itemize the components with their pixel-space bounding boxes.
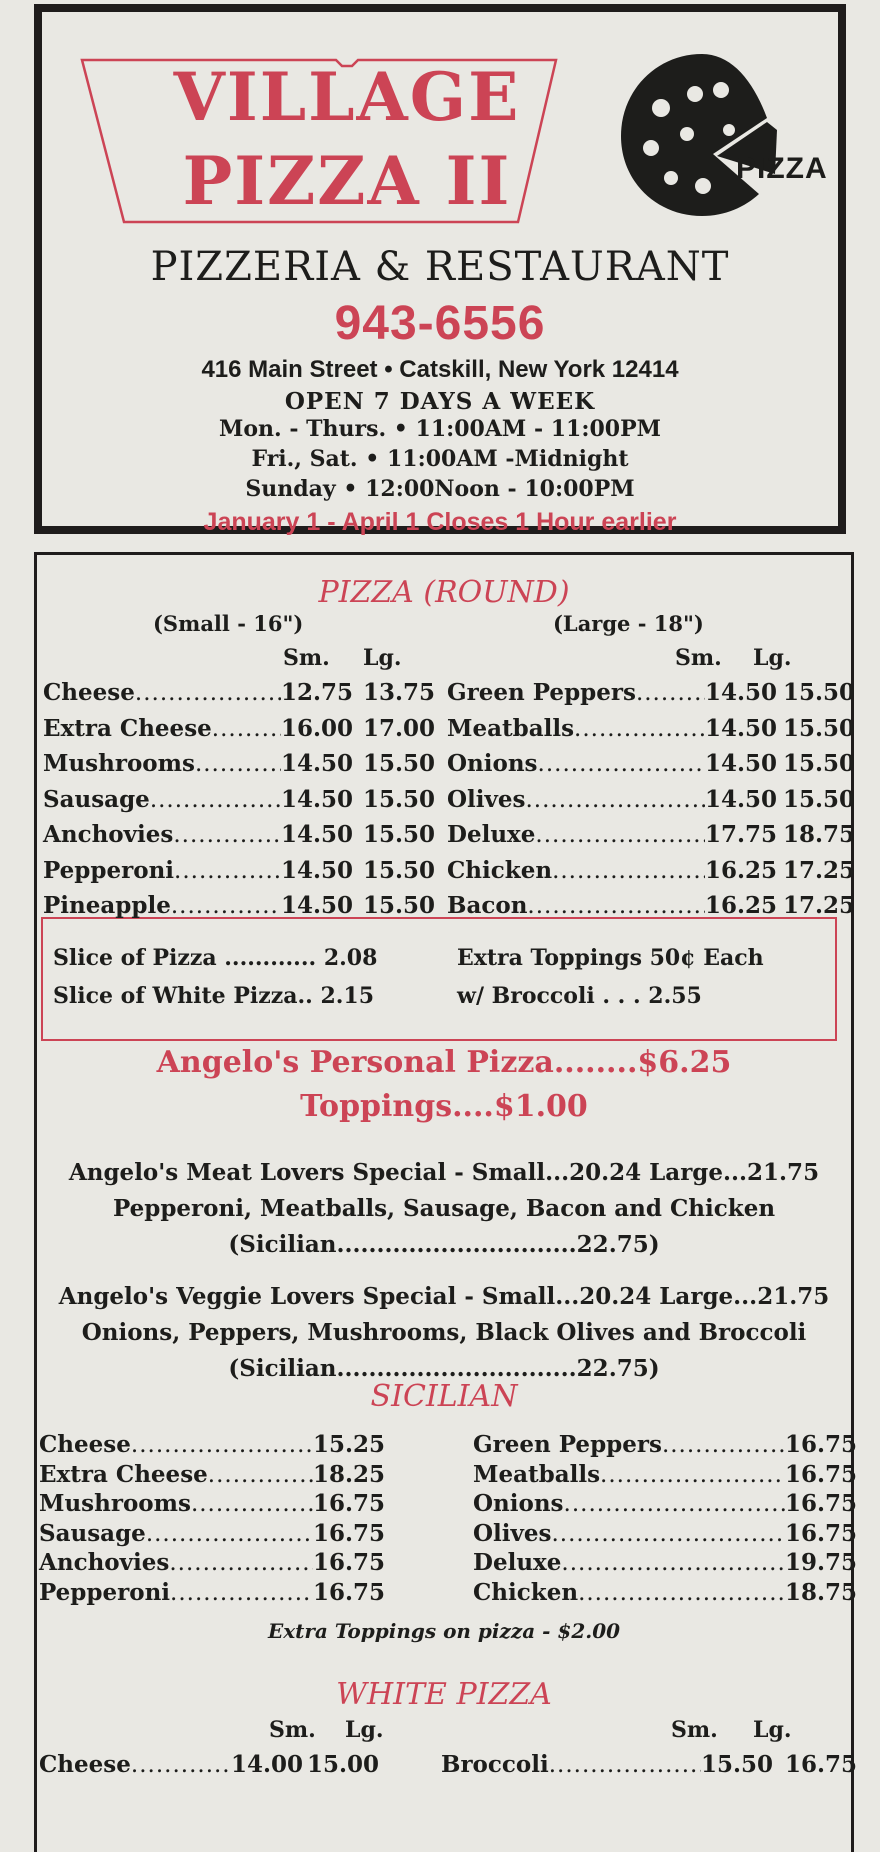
menu-item-name: Cheese [43, 679, 135, 706]
menu-item [43, 714, 436, 742]
menu-item-name: Anchovies [39, 1549, 170, 1576]
menu-item-price-sm: 14.50 [705, 750, 778, 777]
veggie-lovers-title: Angelo's Veggie Lovers Special - Small...20.24 Large...21.75 [58, 1283, 830, 1310]
menu-item-price-lg: 15.50 [363, 785, 436, 813]
menu-item-price-lg: 18.75 [783, 821, 856, 848]
leader-dots [169, 1549, 313, 1576]
menu-item-price-price: 16.75 [785, 1519, 858, 1547]
leader-dots [171, 892, 281, 919]
leader-dots [212, 715, 281, 742]
menu-item-price-sm: 17.75 [705, 821, 778, 848]
phone-number: 943-6556 [334, 297, 546, 350]
menu-item-price-sm: 14.50 [281, 892, 354, 919]
leader-dots [131, 1751, 231, 1778]
menu-item-name: Green Peppers [447, 679, 636, 706]
menu-item-name: Onions [473, 1490, 564, 1517]
logo-line-1: VILLAGE [173, 58, 521, 136]
menu-item-price-sm: 16.00 [281, 714, 354, 742]
hours-sunday: Sunday • 12:00Noon - 10:00PM [245, 476, 635, 502]
leader-dots [549, 1751, 701, 1778]
menu-item-price-sm: 14.50 [281, 750, 354, 777]
menu-item-price-price: 16.75 [313, 1578, 386, 1606]
menu-item-price-price: 15.25 [313, 1431, 386, 1458]
leader-dots [527, 892, 705, 919]
leader-dots [538, 750, 705, 777]
col-lg-right: Lg. [753, 645, 792, 671]
menu-item-price-sm: 14.50 [705, 679, 778, 706]
personal-toppings: Toppings....$1.00 [300, 1089, 588, 1124]
veggie-lovers-desc: Onions, Peppers, Mushrooms, Black Olives and Broccoli [81, 1319, 807, 1346]
menu-item [43, 679, 436, 706]
menu-item [473, 1549, 858, 1576]
menu-item-name: Meatballs [473, 1460, 601, 1488]
menu-item [441, 1751, 858, 1778]
leader-dots [150, 786, 281, 813]
meat-lovers-desc: Pepperoni, Meatballs, Sausage, Bacon and Chicken [112, 1195, 776, 1222]
leader-dots [135, 679, 281, 706]
menu-item-price-price: 16.75 [313, 1519, 386, 1547]
menu-item [43, 892, 436, 919]
menu-item-name: Olives [447, 785, 526, 813]
menu-item-price-sm: 16.25 [705, 856, 778, 884]
menu-item-price-price: 16.75 [785, 1460, 858, 1488]
menu-item-name: Onions [447, 750, 538, 777]
menu-box [34, 552, 858, 1852]
menu-item [43, 785, 436, 813]
slice-of-pizza: Slice of Pizza ............ 2.08 [53, 945, 378, 971]
menu-item-name: Meatballs [447, 714, 575, 742]
menu-item [43, 821, 436, 848]
menu-item-name: Extra Cheese [43, 714, 212, 742]
leader-dots [170, 1579, 313, 1606]
leader-dots [535, 821, 705, 848]
menu-item-name: Deluxe [447, 821, 536, 848]
menu-item-price-sm: 14.50 [281, 785, 354, 813]
menu-item-price-lg: 13.75 [363, 679, 436, 706]
menu-item [447, 821, 856, 848]
white-col-sm-right: Sm. [671, 1717, 718, 1743]
menu-item-price-price: 18.25 [313, 1460, 386, 1488]
menu-item-price-lg: 17.00 [363, 714, 436, 742]
menu-item-name: Chicken [473, 1578, 579, 1606]
leader-dots [578, 1579, 785, 1606]
menu-item-price-lg: 15.50 [363, 821, 436, 848]
menu-item-name: Broccoli [441, 1751, 549, 1778]
menu-item-price-lg: 15.50 [783, 679, 856, 706]
meat-lovers-sicilian: (Sicilian..............................22.75) [228, 1231, 660, 1258]
hours-fri-sat: Fri., Sat. • 11:00AM -Midnight [251, 446, 629, 472]
menu-item-price-price: 16.75 [785, 1431, 858, 1458]
menu-item-price-sm: 14.50 [281, 821, 354, 848]
menu-item [39, 1431, 386, 1458]
menu-item [39, 1490, 386, 1517]
menu-item-price-price: 18.75 [785, 1578, 858, 1606]
large-size-label: (Large - 18") [553, 611, 704, 636]
leader-dots [525, 786, 705, 813]
menu-item [473, 1490, 858, 1517]
seasonal-note: January 1 - April 1 Closes 1 Hour earlier [203, 508, 677, 536]
col-sm-left: Sm. [283, 645, 330, 671]
subtitle: PIZZERIA & RESTAURANT [150, 244, 730, 290]
menu-item-price-sm: 14.50 [281, 856, 354, 884]
menu-item-price-price: 16.75 [785, 1490, 858, 1517]
menu-item-name: Pepperoni [39, 1578, 171, 1606]
section-title-pizza-round: PIZZA (ROUND) [318, 575, 570, 610]
menu-item [447, 892, 856, 919]
pizza-icon-label: PIZZA [736, 152, 828, 185]
slice-of-white-pizza: Slice of White Pizza.. 2.15 [53, 983, 375, 1009]
leader-dots [600, 1461, 785, 1488]
leader-dots [191, 1490, 313, 1517]
col-lg-left: Lg. [363, 645, 402, 671]
menu-item-price-lg: 15.50 [783, 785, 856, 813]
sicilian-extra-toppings: Extra Toppings on pizza - $2.00 [267, 1619, 621, 1643]
leader-dots [208, 1461, 313, 1488]
menu-item [39, 1460, 386, 1488]
menu-item-price-sm: 14.00 [231, 1751, 304, 1778]
menu-item-price-sm: 16.25 [705, 892, 778, 919]
leader-dots [561, 1549, 785, 1576]
menu-item-name: Anchovies [43, 821, 174, 848]
menu-item [39, 1549, 386, 1576]
menu-item-price-lg: 16.75 [785, 1751, 858, 1778]
leader-dots [174, 857, 281, 884]
leader-dots [146, 1520, 313, 1547]
menu-item-price-lg: 15.50 [783, 750, 856, 777]
header-box [34, 4, 846, 534]
menu-item-name: Mushrooms [39, 1490, 191, 1517]
menu-item-price-price: 16.75 [313, 1549, 386, 1576]
menu-item-price-lg: 17.25 [783, 892, 856, 919]
menu-item-price-lg: 15.50 [363, 892, 436, 919]
menu-item [447, 856, 856, 884]
section-title-white-pizza: WHITE PIZZA [336, 1677, 552, 1712]
menu-item-price-sm: 14.50 [705, 785, 778, 813]
menu-item [473, 1519, 858, 1547]
white-col-sm-left: Sm. [269, 1717, 316, 1743]
menu-item [43, 750, 436, 777]
menu-item-price-lg: 15.50 [363, 750, 436, 777]
menu-item [39, 1519, 386, 1547]
open-days: OPEN 7 DAYS A WEEK [284, 388, 596, 415]
menu-item-price-price: 16.75 [313, 1490, 386, 1517]
leader-dots [131, 1431, 313, 1458]
col-sm-right: Sm. [675, 645, 722, 671]
pizza-icon [617, 44, 787, 224]
slice-box [41, 917, 837, 1041]
hours-weekday: Mon. - Thurs. • 11:00AM - 11:00PM [219, 416, 661, 442]
menu-item [447, 679, 856, 706]
leader-dots [552, 857, 705, 884]
section-title-sicilian: SICILIAN [370, 1379, 518, 1414]
menu-item-name: Sausage [39, 1519, 146, 1547]
white-col-lg-right: Lg. [753, 1717, 792, 1743]
leader-dots [195, 750, 281, 777]
menu-item-price-lg: 15.50 [363, 856, 436, 884]
menu-item [473, 1431, 858, 1458]
broccoli-slice: w/ Broccoli . . . 2.55 [457, 983, 702, 1009]
menu-item [447, 714, 856, 742]
leader-dots [574, 715, 705, 742]
menu-item-name: Olives [473, 1519, 552, 1547]
white-col-lg-left: Lg. [345, 1717, 384, 1743]
menu-item-price-sm: 14.50 [705, 714, 778, 742]
menu-item [447, 785, 856, 813]
menu-item-name: Green Peppers [473, 1431, 662, 1458]
menu-item [43, 856, 436, 884]
menu-item [39, 1578, 386, 1606]
leader-dots [564, 1490, 785, 1517]
logo-line-2: PIZZA II [182, 142, 512, 220]
leader-dots [173, 821, 281, 848]
menu-item-name: Deluxe [473, 1549, 562, 1576]
menu-item-name: Pepperoni [43, 856, 175, 884]
menu-item-price-lg: 17.25 [783, 856, 856, 884]
menu-item-name: Mushrooms [43, 750, 195, 777]
menu-item-price-sm: 15.50 [701, 1751, 774, 1778]
menu-item [473, 1578, 858, 1606]
menu-item-name: Pineapple [43, 892, 171, 919]
menu-item-price-lg: 15.50 [783, 714, 856, 742]
menu-item-name: Chicken [447, 856, 553, 884]
menu-item-name: Extra Cheese [39, 1460, 208, 1488]
menu-item [447, 750, 856, 777]
address: 416 Main Street • Catskill, New York 12414 [201, 356, 679, 383]
menu-item-name: Cheese [39, 1751, 131, 1778]
small-size-label: (Small - 16") [153, 611, 304, 636]
personal-pizza: Angelo's Personal Pizza........$6.25 [156, 1045, 732, 1080]
menu-item [39, 1751, 380, 1778]
menu-item-price-sm: 12.75 [281, 679, 354, 706]
menu-item-price-lg: 15.00 [307, 1751, 380, 1778]
menu-item-name: Sausage [43, 785, 150, 813]
menu-item-name: Bacon [447, 892, 528, 919]
veggie-lovers-sicilian: (Sicilian..............................22.75) [228, 1355, 660, 1382]
meat-lovers-title: Angelo's Meat Lovers Special - Small...20.24 Large...21.75 [68, 1159, 820, 1186]
menu-item-name: Cheese [39, 1431, 131, 1458]
leader-dots [551, 1520, 785, 1547]
leader-dots [662, 1431, 785, 1458]
leader-dots [636, 679, 705, 706]
menu-item [473, 1460, 858, 1488]
menu-item-price-price: 19.75 [785, 1549, 858, 1576]
extra-toppings: Extra Toppings 50¢ Each [457, 945, 764, 971]
